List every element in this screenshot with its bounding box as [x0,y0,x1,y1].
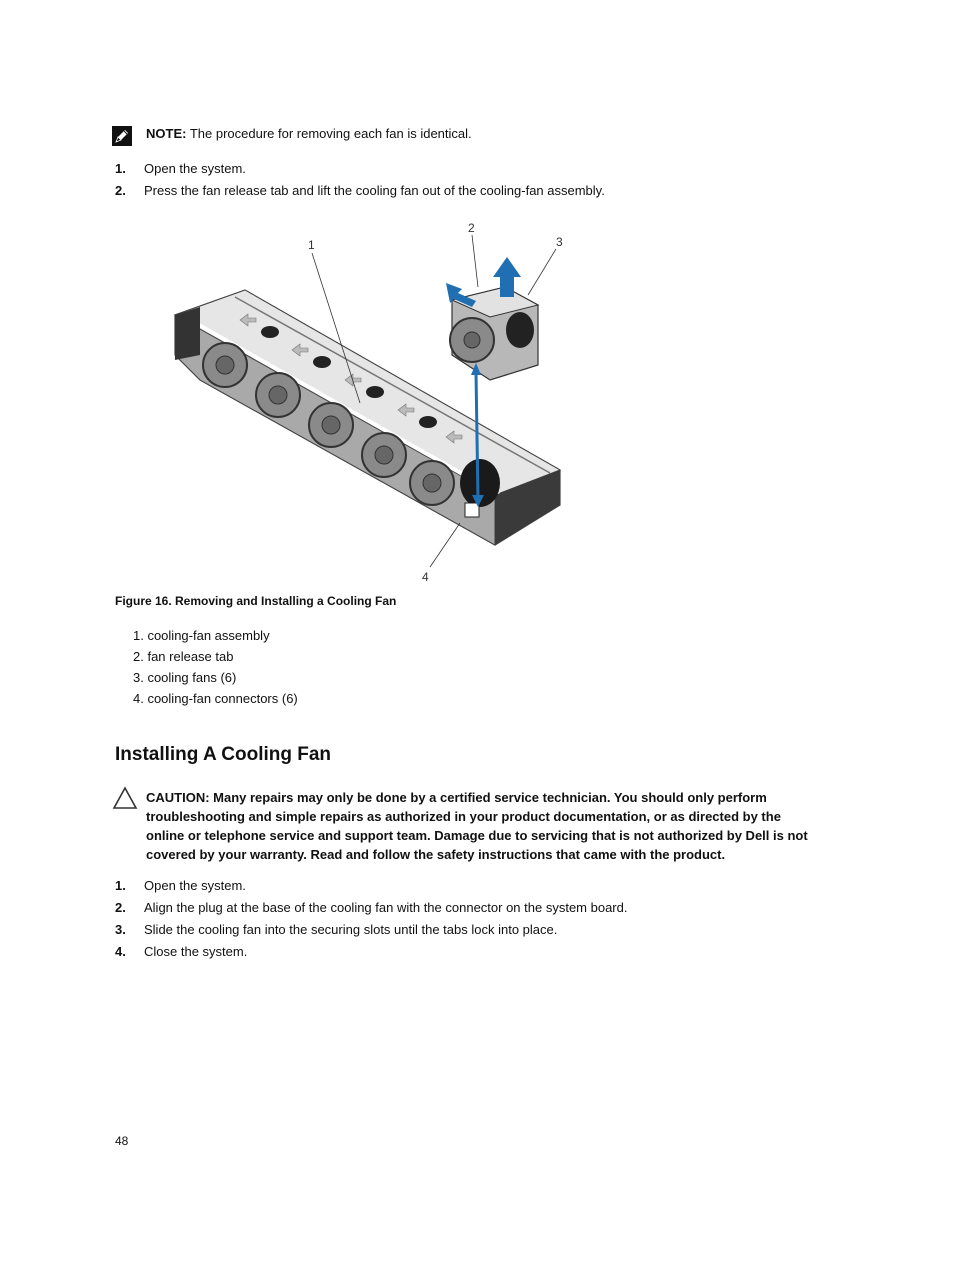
install-step [115,944,815,962]
step-number: 3. [115,922,126,937]
legend-item: 3. cooling fans (6) [133,670,237,685]
warning-triangle-icon [112,786,138,810]
legend-item: 1. cooling-fan assembly [133,628,270,643]
figure-legend [133,625,298,709]
install-step [115,900,815,918]
section-title: Installing A Cooling Fan [115,744,332,765]
note-text [146,126,472,141]
callout-1: 1 [308,238,315,252]
step-text: Open the system. [144,878,246,893]
legend-item: 2. fan release tab [133,649,234,664]
caution-text: CAUTION: Many repairs may only be done by a certified service technician. You should only perform troubleshooting and simple repairs as authorized in your product documentation, or as directed by the online or telephone service and support team. Damage due to servicing that is not authorized by Dell is not covered by your warranty. Read and follow the safety instructions that came with the product. [146,790,808,862]
step-text: Align the plug at the base of the cooling fan with the connector on the system board. [144,900,628,915]
note-body: The procedure for removing each fan is identical. [186,126,472,141]
page-number: 48 [115,1134,129,1148]
install-step [115,878,815,896]
step-number: 2. [115,183,126,198]
step-number: 1. [115,161,126,176]
callout-3: 3 [556,235,563,249]
removal-step [115,161,815,179]
step-number: 4. [115,944,126,959]
note-block [112,124,812,148]
step-text: Press the fan release tab and lift the cooling fan out of the cooling-fan assembly. [144,183,605,198]
step-number: 1. [115,878,126,893]
install-step [115,922,815,940]
step-number: 2. [115,900,126,915]
note-label: NOTE: [146,126,187,141]
legend-item: 4. cooling-fan connectors (6) [133,691,298,706]
removal-step [115,183,815,201]
figure-caption: Figure 16. Removing and Installing a Cooling Fan [115,594,397,608]
step-text: Slide the cooling fan into the securing slots until the tabs lock into place. [144,922,558,937]
step-text: Close the system. [144,944,248,959]
callout-4: 4 [422,570,429,584]
pencil-note-icon [112,126,132,146]
step-text: Open the system. [144,161,246,176]
cooling-fan-figure [160,215,580,590]
callout-2: 2 [468,221,475,235]
